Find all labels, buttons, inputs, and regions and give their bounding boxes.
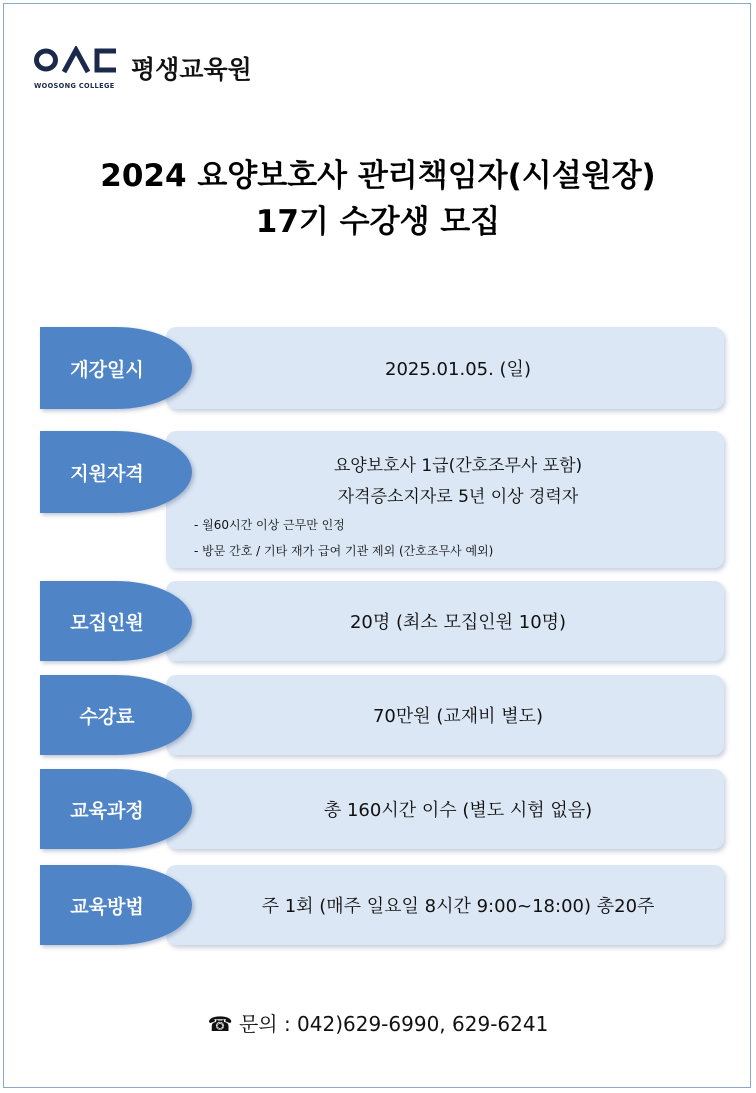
org-name: 평생교육원 [131,55,252,84]
row-label: 수강료 [40,675,192,755]
info-row-curriculum [40,769,724,849]
row-value: 2025.01.05. (일) [385,359,531,380]
info-row-capacity [40,581,724,661]
page-title-line1: 2024 요양보호사 관리책임자(시설원장) [100,158,656,194]
row-label: 교육방법 [40,865,192,945]
contact-info: ☎ 문의 : 042)629-6990, 629-6241 [207,1012,549,1036]
row-label: 개강일시 [40,327,192,409]
college-logo [34,46,120,92]
row-label: 교육과정 [40,769,192,849]
page-title-line2: 17기 수강생 모집 [255,204,501,240]
info-row-tuition [40,675,724,755]
qualification-line: 자격증소지자로 5년 이상 경력자 [337,487,579,507]
qualification-line: 요양보호사 1급(간호조무사 포함) [333,456,583,476]
row-label: 모집인원 [40,581,192,661]
row-label: 지원자격 [40,431,192,513]
logo-subtext: WOOSONG COLLEGE [34,82,115,90]
row-value: 70만원 (교재비 별도) [372,706,544,727]
row-value: 주 1회 (매주 일요일 8시간 9:00~18:00) 총20주 [261,896,655,917]
qualification-note: - 월60시간 이상 근무만 인정 [194,518,345,532]
row-value: 총 160시간 이수 (별도 시험 없음) [323,800,593,821]
info-row-method [40,865,724,945]
logo-mark-icon [34,46,118,76]
row-value: 20명 (최소 모집인원 10명) [349,612,567,633]
info-row-qualification [40,431,724,568]
info-row-start-date [40,327,724,409]
qualification-note: - 방문 간호 / 기타 재가 급여 기관 제외 (간호조무사 예외) [194,544,494,558]
